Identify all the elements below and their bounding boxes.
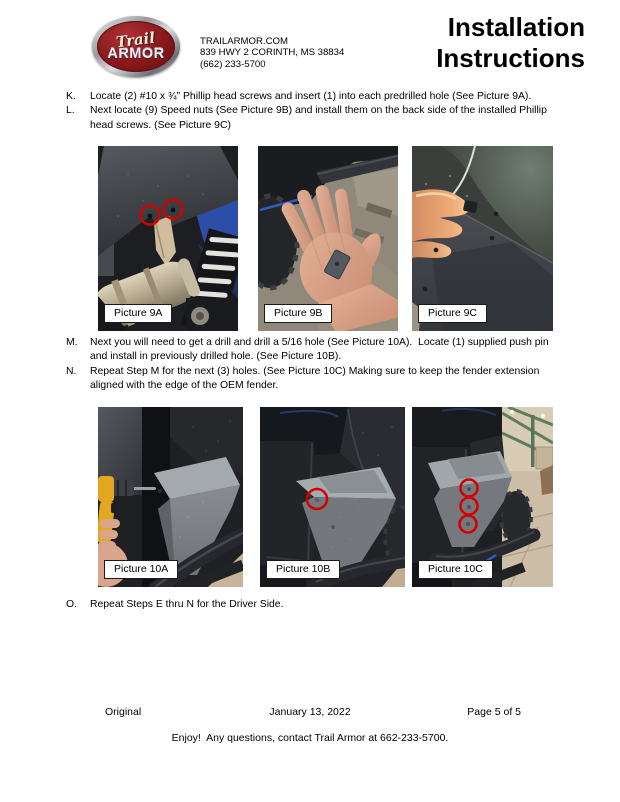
- step-text: Next locate (9) Speed nuts (See Picture 9B) and install them on the back side of the installed Phillip: [90, 105, 547, 117]
- company-contact: [200, 36, 344, 70]
- picture-label-9c: Picture 9C: [418, 304, 487, 323]
- trail-armor-logo: [92, 16, 180, 77]
- instruction-step-o: [66, 598, 596, 612]
- photo-picture-9b: [258, 146, 398, 331]
- picture-label-9b: Picture 9B: [264, 304, 332, 323]
- step-letter: O.: [66, 599, 77, 610]
- contact-address: 839 HWY 2 CORINTH, MS 38834: [200, 47, 345, 59]
- instructions-block-o: [66, 598, 596, 612]
- title-line-2: Instructions: [436, 43, 585, 73]
- picture-label-10a: Picture 10A: [104, 560, 178, 579]
- step-text: Repeat Step M for the next (3) holes. (See Picture 10C) Making sure to keep the fender extension: [90, 365, 540, 377]
- instruction-step-m: [66, 336, 596, 365]
- page-title: [436, 12, 585, 74]
- contact-website: TRAILARMOR.COM: [200, 36, 288, 47]
- step-letter: L.: [66, 105, 75, 117]
- footer-date: January 13, 2022: [269, 706, 351, 718]
- picture-label-9a: Picture 9A: [104, 304, 172, 323]
- step-text: aligned with the edge of the OEM fender.: [90, 380, 279, 392]
- step-text: head screws. (See Picture 9C): [90, 119, 231, 131]
- logo-oval: [97, 21, 175, 72]
- photo-picture-10b: [260, 407, 405, 587]
- step-letter: K.: [66, 91, 76, 102]
- picture-label-10c: Picture 10C: [418, 560, 493, 579]
- footer-contact-note: Enjoy! Any questions, contact Trail Armor at 662-233-5700.: [171, 732, 449, 744]
- step-text: and install in previously drilled hole. (See Picture 10B).: [90, 351, 342, 363]
- instruction-step-k: [66, 90, 596, 104]
- step-letter: M.: [66, 337, 78, 348]
- photo-picture-9a: [98, 146, 238, 331]
- instruction-step-n: [66, 365, 596, 394]
- photo-picture-10c: [412, 407, 553, 587]
- footer-revision: Original: [105, 706, 142, 718]
- picture-row-10: [98, 407, 554, 587]
- contact-phone: (662) 233-5700: [200, 58, 266, 70]
- step-text: Locate (2) #10 x ¾” Phillip head screws and insert (1) into each predrilled hole (See Picture 9A).: [90, 91, 532, 102]
- instructions-block-mn: [66, 336, 596, 394]
- title-line-1: Installation: [447, 12, 585, 42]
- photo-picture-10a: [98, 407, 243, 587]
- logo-text-trail: Trail: [115, 28, 157, 51]
- footer-page-number: Page 5 of 5: [467, 706, 521, 718]
- logo-text-armor: ARMOR: [107, 45, 165, 62]
- instruction-step-l: [66, 104, 596, 133]
- step-letter: N.: [66, 365, 77, 377]
- step-text: Next you will need to get a drill and drill a 5/16 hole (See Picture 10A). Locate (1) supplied push pin: [90, 337, 549, 348]
- photo-picture-9c: [412, 146, 553, 331]
- picture-row-9: [98, 146, 554, 331]
- step-text: Repeat Steps E thru N for the Driver Side.: [90, 599, 284, 610]
- picture-label-10b: Picture 10B: [266, 560, 340, 579]
- instructions-block-kl: [66, 90, 596, 133]
